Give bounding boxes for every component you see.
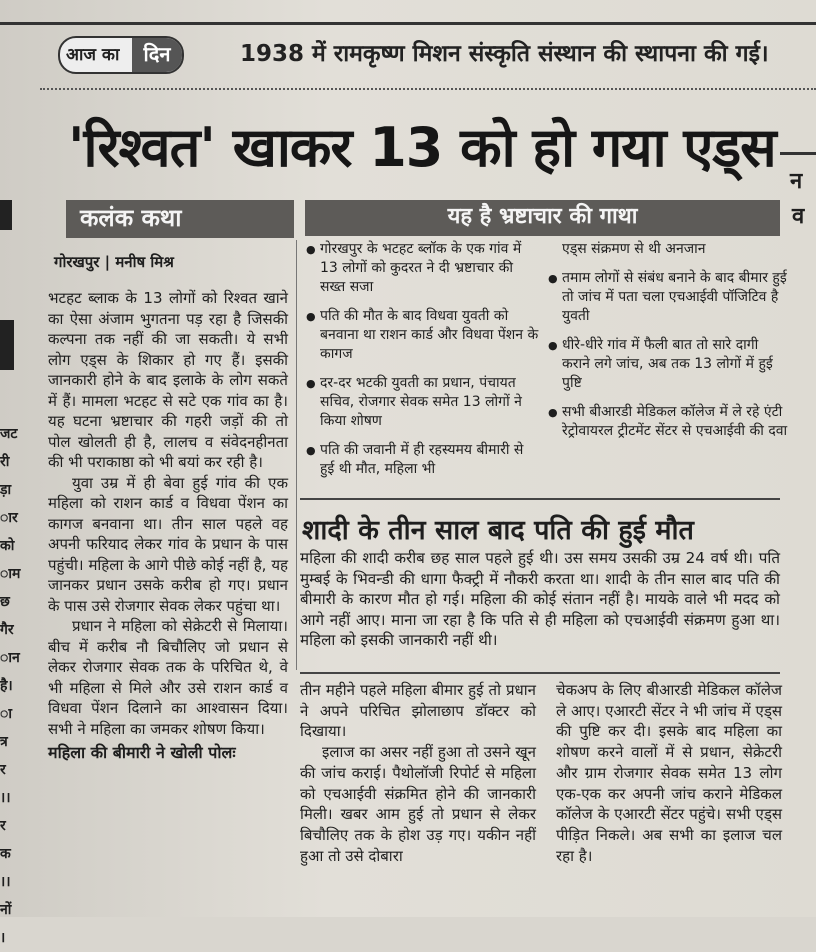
column-divider: [296, 240, 297, 670]
bullet-list-right: [548, 240, 788, 451]
col-a-paragraph-2: इलाज का असर नहीं हुआ तो उसने खून की जांच कराई। पैथोलॉजी रिपोर्ट से महिला को एचआईवी संक्रमित होने की जानकारी मिली। खबर आम हुई तो प्रधान से लेकर बिचौलिए तक के होश उड़ गए। यकीन नहीं हुआ तो उसे दोबारा: [300, 743, 536, 865]
left-paragraph-3: प्रधान ने महिला को सेक्रेटरी से मिलाया। बीच में करीब नौ बिचौलिए जो प्रधान से लेकर रोजगार सेवक तक के परिचित थे, वे भी महिला से मिले और उसे राशन कार्ड व विधवा पेंशन दिलाने का आश्वासन दिया। सभी ने महिला का जमकर शोषण किया।: [48, 617, 288, 738]
left-edge-fragment: क: [0, 846, 11, 862]
left-edge-fragment: है।: [0, 678, 13, 694]
left-edge-fragment: को: [0, 538, 15, 554]
section-rule: [300, 672, 780, 674]
left-edge-fragment: छ: [0, 594, 10, 610]
kalank-katha-banner: कलंक कथा: [66, 200, 294, 238]
top-rule: [0, 22, 816, 25]
left-edge-block: [0, 320, 14, 370]
badge-left-text: आज का: [66, 45, 120, 65]
section-rule: [300, 498, 780, 500]
left-edge-fragment: र: [0, 762, 6, 778]
left-edge-fragment: ।।: [0, 874, 11, 890]
second-headline: शादी के तीन साल बाद पति की हुई मौत: [302, 515, 694, 546]
left-edge-fragment: जट: [0, 426, 18, 442]
right-edge-rule: [780, 152, 816, 155]
left-edge-fragment: ।।: [0, 790, 11, 806]
left-edge-fragment: ड़ा: [0, 482, 12, 498]
left-edge-fragment: गैर: [0, 622, 14, 638]
left-edge-fragment: ।: [0, 930, 6, 946]
bullet-item: ● दर-दर भटकी युवती का प्रधान, पंचायत सचिव, रोजगार सेवक समेत 13 लोगों ने किया शोषण: [306, 374, 542, 431]
bullet-list-left: [306, 240, 542, 489]
bullet-item: ● तमाम लोगों से संबंध बनाने के बाद बीमार हुई तो जांच में पता चला एचआईवी पॉजिटिव है युवती: [548, 269, 788, 326]
right-edge-fragment-2: व: [792, 204, 805, 229]
dotted-divider: [40, 88, 816, 90]
bullet-item: ● पति की जवानी में ही रहस्यमय बीमारी से हुई थी मौत, महिला भी: [306, 441, 542, 479]
bullet-item: ● पति की मौत के बाद विधवा युवती को बनवाना था राशन कार्ड और विधवा पेंशन के कागज: [306, 307, 542, 364]
badge-right-text: दिन: [132, 38, 182, 72]
left-edge-fragment: ार: [0, 510, 18, 526]
bullet-continuation: एड्स संक्रमण से थी अनजान: [562, 241, 706, 257]
left-edge-fragment: ान: [0, 650, 20, 666]
second-paragraph: महिला की शादी करीब छह साल पहले हुई थी। उस समय उसकी उम्र 24 वर्ष थी। पति मुम्बई के भिवन्डी की धागा फैक्ट्री में नौकरी करता था। शादी के तीन साल बाद पति की बीमारी के कारण मौत हो गई। महिला की कोई संतान नहीं है। मायके वाले भी मदद को आगे नहीं आए। माना जा रहा है कि पति से ही महिला को एचआईवी संक्रमण हुआ था। महिला को इसकी जानकारी नहीं थी।: [300, 549, 780, 649]
left-edge-fragment: ा: [0, 706, 12, 722]
main-headline: 'रिश्वत' खाकर 13 को हो गया एड्स: [68, 116, 776, 179]
left-edge-fragment: त्र: [0, 734, 8, 750]
left-article-column: [48, 288, 288, 764]
col-a-paragraph-1: तीन महीने पहले महिला बीमार हुई तो प्रधान ने अपने परिचित झोलाछाप डॉक्टर को दिखाया।: [300, 681, 536, 741]
gatha-banner: यह है भ्रष्टाचार की गाथा: [305, 200, 780, 236]
left-subheading: महिला की बीमारी ने खोली पोलः: [48, 743, 236, 762]
left-paragraph-1: भटहट ब्लाक के 13 लोगों को रिश्वत खाने का ऐसा अंजाम भुगतना पड़ रहा है जिसकी कल्पना तक नहीं की जा सकती। ये सभी लोग एड्स के शिकार हो गए हैं। इसकी जानकारी होने के बाद इलाके के लोग सकते में हैं। मामला भटहट से सटे एक गांव का है। यह घटना भ्रष्टाचार की गहरी जड़ों की तो पोल खोलती ही है, लालच व संवेदनहीनता की भी पराकाष्ठा को भी बयां कर रही है।: [48, 289, 288, 471]
left-edge-fragment: ाम: [0, 566, 21, 582]
left-edge-fragment: नों: [0, 902, 12, 918]
bullet-item: ● गोरखपुर के भटहट ब्लॉक के एक गांव में 13 लोगों को कुदरत ने दी भ्रष्टाचार की सख्त सजा: [306, 240, 542, 297]
left-edge-fragment: र: [0, 818, 6, 834]
left-edge-fragments: [0, 420, 22, 952]
left-edge-fragment: री: [0, 454, 10, 470]
bullet-item: ● धीरे-धीरे गांव में फैली बात तो सारे दागी कराने लगे जांच, अब तक 13 लोगों में हुई पुष्टि: [548, 336, 788, 393]
bullet-item: ● सभी बीआरडी मेडिकल कॉलेज में ले रहे एंटी रेट्रोवायरल ट्रीटमेंट सेंटर से एचआईवी की दवा: [548, 403, 788, 441]
right-edge-fragment-1: न: [790, 169, 803, 194]
aaj-ka-din-badge: [58, 36, 184, 74]
bottom-column-a: [300, 680, 536, 866]
col-b-paragraph: चेकअप के लिए बीआरडी मेडिकल कॉलेज ले आए। एआरटी सेंटर ने भी जांच में एड्स की पुष्टि कर दी। इसके बाद महिला का शोषण करने वालों में से प्रधान, सेक्रेटरी और ग्राम रोजगार सेवक समेत 13 लोग एक-एक कर अपनी जांच कराने मेडिकल कॉलेज के एआरटी सेंटर पहुंचे। सभी एड्स पीड़ित निकले। अब सभी का इलाज चल रहा है।: [556, 681, 782, 865]
left-edge-block: [0, 200, 12, 230]
on-this-day-text: 1938 में रामकृष्ण मिशन संस्कृति संस्थान की स्थापना की गई।: [240, 41, 769, 67]
left-paragraph-2: युवा उम्र में ही बेवा हुई गांव की एक महिला को राशन कार्ड व विधवा पेंशन का कागज बनवाना था। तीन साल पहले वह अपनी फरियाद लेकर गांव के प्रधान के पास पहुंची। महिला के आगे पीछे कोई नहीं है, यह जानकर प्रधान उसके करीब हो गए। प्रधान के पास उसे रोजगार सेवक लेकर पहुंचा था।: [48, 473, 288, 615]
byline: गोरखपुर | मनीष मिश्र: [54, 253, 174, 271]
bottom-column-b: [556, 680, 782, 866]
